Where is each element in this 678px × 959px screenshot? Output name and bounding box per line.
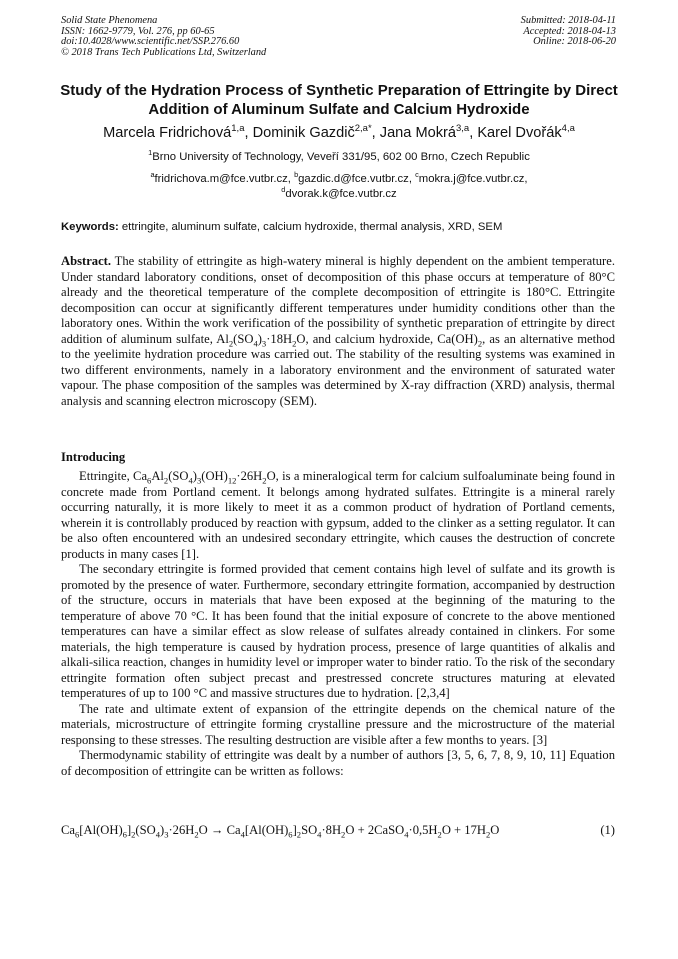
affiliation bbox=[20, 150, 658, 164]
equation-text: ·0,5H bbox=[408, 823, 438, 837]
section-heading: Introducing bbox=[61, 450, 126, 464]
journal-info bbox=[61, 16, 266, 58]
subscript: 2 bbox=[163, 475, 169, 486]
email-mark: a bbox=[150, 170, 155, 180]
subscript: 4 bbox=[155, 829, 160, 840]
copyright-line: © 2018 Trans Tech Publications Ltd, Switzerland bbox=[61, 46, 267, 58]
equation-text: O + 2CaSO bbox=[345, 823, 405, 837]
abstract bbox=[61, 254, 615, 409]
affiliation-text: Brno University of Technology, Veveří 331/95, 602 00 Brno, Czech Republic bbox=[152, 151, 530, 163]
email-mark: d bbox=[281, 184, 286, 194]
equation-text: SO bbox=[301, 823, 318, 837]
equation-text: O bbox=[490, 823, 500, 837]
email-separator: , bbox=[524, 173, 528, 185]
author-name: Dominik Gazdič bbox=[252, 125, 355, 141]
keywords-text: ettringite, aluminum sulfate, calcium hydroxide, thermal analysis, XRD, SEM bbox=[118, 221, 503, 233]
paragraph-text: ) bbox=[192, 469, 197, 483]
email-list bbox=[80, 172, 598, 201]
subscript: 6 bbox=[122, 829, 127, 840]
author-affiliation-mark: 1,a bbox=[231, 123, 245, 135]
subscript: 4 bbox=[240, 829, 245, 840]
paper-title: Study of the Hydration Process of Synthetic Preparation of Ettringite by Direct Addition of Aluminum Sulfate and Calcium Hydroxide bbox=[60, 82, 618, 118]
author-name: Karel Dvořák bbox=[477, 125, 562, 141]
subscript: 3 bbox=[261, 338, 267, 349]
email-separator: , bbox=[287, 173, 295, 185]
equation-text: O → Ca bbox=[198, 823, 241, 837]
subscript: 2 bbox=[341, 829, 346, 840]
equation-text: ·26H bbox=[168, 823, 195, 837]
email-address[interactable]: gazdic.d@fce.vutbr.cz bbox=[298, 173, 409, 185]
subscript: 4 bbox=[404, 829, 409, 840]
dates-info bbox=[521, 16, 616, 48]
author-name: Jana Mokrá bbox=[379, 125, 457, 141]
equation-text: ] bbox=[292, 823, 297, 837]
keywords bbox=[61, 220, 621, 234]
online-date: Online: 2018-06-20 bbox=[533, 36, 616, 48]
abstract-label: Abstract. bbox=[61, 254, 112, 268]
equation-text: [Al(OH) bbox=[244, 823, 289, 837]
subscript: 4 bbox=[188, 475, 193, 486]
subscript: 2 bbox=[437, 829, 442, 840]
author-list bbox=[20, 124, 658, 142]
subscript: 2 bbox=[262, 475, 267, 486]
equation-text: [Al(OH) bbox=[79, 823, 123, 837]
author-affiliation-mark: 3,a bbox=[456, 123, 470, 135]
author-separator: , bbox=[371, 125, 380, 141]
paragraph-text: ·26H bbox=[236, 469, 263, 483]
subscript: 2 bbox=[486, 829, 491, 840]
paragraph-text: (SO bbox=[168, 469, 189, 483]
author-name: Marcela Fridrichová bbox=[103, 125, 232, 141]
email-address[interactable]: mokra.j@fce.vutbr.cz bbox=[418, 173, 525, 185]
subscript: 2 bbox=[194, 829, 199, 840]
paragraph-text: (OH) bbox=[201, 469, 228, 483]
equation-number: (1) bbox=[600, 823, 615, 837]
doi-line: doi:10.4028/www.scientific.net/SSP.276.60 bbox=[61, 36, 240, 48]
paragraph: The secondary ettringite is formed provided that cement contains high level of sulfate and its growth is promoted by the presence of water. Furthermore, secondary ettringite formation, accompanied by destruction of the structure, occurs in materials that have been exposed at the beginning of the maturing to the temperature of above 70 °C. It has been found that the initial exposure of concrete to the above mentioned temperatures can have a similar effect as slow release of sulfates already contained in clinkers. For some materials, the high temperature is caused by hydration process, presence of large quantities of alkalis and alkali-silica reaction, changes in humidity level or improper water to binder ratio. To the risk of the secondary ettringite formation often subject precast and prestressed concrete structures maturing at elevated temperatures of up to 100 °C and massive structures due to hydration. [2,3,4] bbox=[61, 562, 615, 700]
equation-text: (SO bbox=[135, 823, 156, 837]
paragraph-text: O, is a mineralogical term for calcium sulfoaluminate being found in concrete made from Portland cement. It belongs among hydrated sulfates. Ettringite is a mineral rarely occurring naturally, it is more likely to meet it as a common product of hydration of Portland cements, wherein it is controllably produced by reaction with gypsum, added to the clinker as a setting regulator. It can be also often encountered with an undesired secondary ettringite, which causes the destruction of concrete products in many cases [1]. bbox=[61, 469, 615, 561]
accepted-date: Accepted: 2018-04-13 bbox=[523, 25, 616, 37]
paragraph-text: Ettringite, Ca bbox=[79, 469, 148, 483]
abstract-text: ·18H bbox=[266, 331, 293, 346]
introducing-section bbox=[61, 469, 615, 779]
equation-1 bbox=[61, 823, 615, 838]
equation-text: ·8H bbox=[321, 823, 342, 837]
subscript: 4 bbox=[317, 829, 322, 840]
affiliation-mark: 1 bbox=[148, 148, 153, 158]
abstract-text: (SO bbox=[233, 331, 254, 346]
email-mark: c bbox=[415, 170, 419, 180]
subscript: 2 bbox=[292, 338, 297, 349]
equation-text: ) bbox=[160, 823, 165, 837]
author-affiliation-mark: 4,a bbox=[561, 123, 575, 135]
journal-name: Solid State Phenomena bbox=[61, 15, 158, 26]
subscript: 4 bbox=[253, 338, 258, 349]
subscript: 6 bbox=[75, 829, 80, 840]
author-affiliation-mark: 2,a* bbox=[354, 123, 372, 135]
subscript: 3 bbox=[196, 475, 202, 486]
issn-line: ISSN: 1662-9779, Vol. 276, pp 60-65 bbox=[61, 25, 215, 37]
abstract-text: O, and calcium hydroxide, Ca(OH) bbox=[296, 331, 478, 346]
abstract-text: The stability of ettringite as high-watery mineral is highly dependent on the ambient temperature. Under standard laboratory conditions, onset of decomposition of this phase occurs at temperature of 80°C already and the theoretical temperature of the complete decomposition of ettringite is 180°C. Ettringite decomposition can occur at significantly different temperatures under humidity conditions other than the laboratory ones. Within the work verification of the possibility of synthetic preparation of ettringite by direct addition of aluminum sulfate, Al bbox=[61, 254, 615, 346]
email-separator: , bbox=[408, 173, 416, 185]
subscript: 3 bbox=[164, 829, 169, 840]
subscript: 2 bbox=[228, 338, 234, 349]
paragraph-text: Al bbox=[151, 469, 164, 483]
equation-text: Ca bbox=[61, 823, 75, 837]
submitted-date: Submitted: 2018-04-11 bbox=[520, 15, 616, 26]
keywords-label: Keywords: bbox=[61, 221, 119, 233]
subscript: 6 bbox=[147, 475, 152, 486]
subscript: 12 bbox=[227, 475, 237, 486]
equation-text: ] bbox=[126, 823, 132, 837]
abstract-text: ) bbox=[257, 331, 262, 346]
equation-text: O + 17H bbox=[441, 823, 486, 837]
paragraph: Thermodynamic stability of ettringite was dealt by a number of authors [3, 5, 6, 7, 8, 9, 10, 11] Equation of decomposition of ettringite can be written as follows: bbox=[61, 748, 615, 778]
email-address[interactable]: dvorak.k@fce.vutbr.cz bbox=[285, 187, 397, 200]
paragraph bbox=[61, 469, 615, 562]
subscript: 6 bbox=[288, 829, 293, 840]
author-separator: , bbox=[469, 125, 478, 141]
subscript: 2 bbox=[131, 829, 136, 840]
paragraph: The rate and ultimate extent of expansion of the ettringite depends on the chemical nature of the materials, microstructure of ettringite forming crystalline pressure and the microstructure of the material responsing to these stresses. The resulting destruction are visible after a few months to years. [3] bbox=[61, 701, 615, 747]
email-mark: b bbox=[294, 170, 299, 180]
email-address[interactable]: fridrichova.m@fce.vutbr.cz bbox=[154, 173, 288, 185]
subscript: 2 bbox=[477, 338, 483, 349]
subscript: 2 bbox=[296, 829, 302, 840]
abstract-text: , as an alternative method to the yeelimite hydration procedure was carried out. The stability of the resulting systems was examined in two different environments, namely in a laboratory environment and the environment of saturated water vapour. The phase composition of the samples was determined by X-ray diffraction (XRD) analysis, thermal analysis and scanning electron microscopy (SEM). bbox=[61, 331, 615, 408]
author-separator: , bbox=[244, 125, 253, 141]
